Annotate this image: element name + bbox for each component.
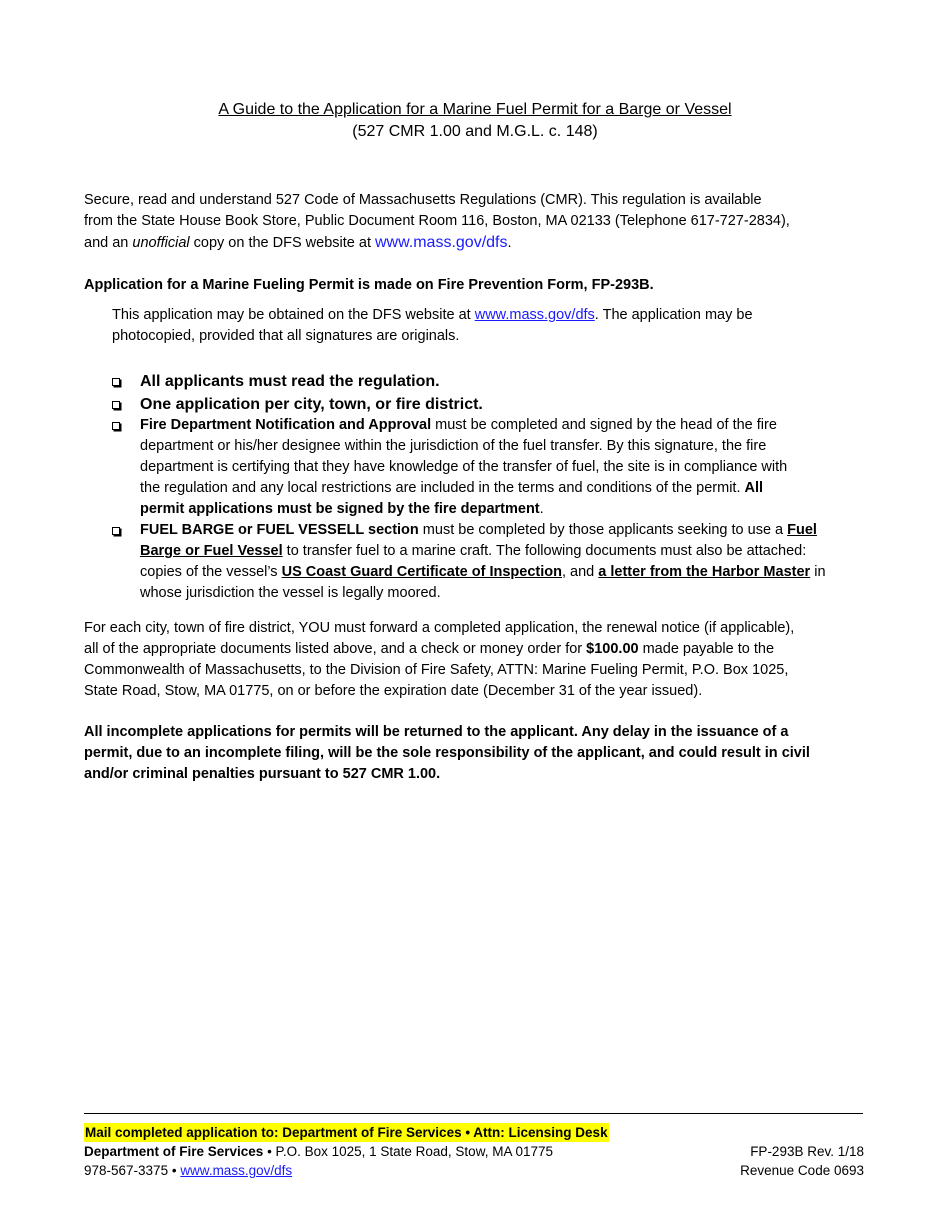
- bullet-line: department or his/her designee within the jurisdiction of the fuel transfer. By this signature, the fire: [140, 438, 767, 454]
- bullet-line-text: to transfer fuel to a marine craft. The following documents must also be attached:: [282, 543, 807, 559]
- submission-paragraph: [84, 618, 884, 702]
- intro-line: from the State House Book Store, Public Document Room 116, Boston, MA 02133 (Telephone 617-727-2834),: [84, 213, 790, 229]
- address-text: • P.O. Box 1025, 1 State Road, Stow, MA 01775: [263, 1144, 553, 1159]
- bullet-line: whose jurisdiction the vessel is legally moored.: [140, 585, 441, 601]
- bullet-text: [140, 415, 880, 520]
- submission-text: all of the appropriate documents listed above, and a check or money order for: [84, 641, 587, 657]
- bullet-line: [140, 562, 880, 583]
- revenue-code: Revenue Code 0693: [740, 1163, 864, 1178]
- obtain-paragraph: [112, 305, 872, 347]
- checkbox-bullet-icon: [112, 378, 120, 386]
- bullet-emphasis: US Coast Guard Certificate of Inspection: [281, 564, 562, 580]
- bullet-line: [140, 415, 880, 436]
- checkbox-bullet-icon: [112, 422, 120, 430]
- bullet-line: [140, 520, 880, 541]
- department-name: Department of Fire Services: [84, 1144, 264, 1159]
- bullet-line-text: the regulation and any local restrictions are included in the terms and conditions of the permit.: [140, 480, 745, 496]
- bullet-line: [140, 541, 880, 562]
- checkbox-bullet-icon: [112, 527, 120, 535]
- submission-line: For each city, town of fire district, YOU must forward a completed application, the renewal notice (if applicable),: [84, 620, 795, 636]
- bullet-emphasis: Barge or Fuel Vessel: [140, 543, 283, 559]
- dfs-website-link[interactable]: www.mass.gov/dfs: [375, 234, 508, 251]
- submission-line: [84, 639, 884, 660]
- bullet-line: [140, 478, 880, 499]
- mailing-instruction: Mail completed application to: Department of Fire Services • Attn: Licensing Desk: [85, 1125, 608, 1140]
- bullet-line-text: must be completed by those applicants seeking to use a: [418, 522, 788, 538]
- bullet-text: [140, 520, 880, 604]
- bullet-line-text: copies of the vessel’s: [140, 564, 282, 580]
- bullet-line-text: , and: [561, 564, 599, 580]
- incomplete-warning: [84, 722, 884, 785]
- bullet-line-text: must be completed and signed by the head of the fire: [431, 417, 777, 433]
- submission-line: State Road, Stow, MA 01775, on or before the expiration date (December 31 of the year issued).: [84, 683, 703, 699]
- bullet-text: All applicants must read the regulation.: [140, 373, 440, 390]
- obtain-line: [112, 305, 872, 326]
- intro-text: copy on the DFS website at: [189, 235, 375, 251]
- bullet-lead: Fire Department Notification and Approval: [140, 417, 432, 433]
- bullet-emphasis: a letter from the Harbor Master: [598, 564, 811, 580]
- obtain-text: . The application may be: [594, 307, 753, 323]
- bullet-line-text: .: [539, 501, 544, 517]
- bullet-lead: FUEL BARGE or FUEL VESSELL section: [140, 522, 419, 538]
- form-number: FP-293B Rev. 1/18: [750, 1144, 864, 1159]
- warning-line: and/or criminal penalties pursuant to 527 CMR 1.00.: [84, 766, 441, 782]
- phone-number: 978-567-3375 •: [84, 1163, 181, 1178]
- bullet-emphasis: permit applications must be signed by the fire department: [140, 501, 540, 517]
- obtain-line: photocopied, provided that all signatures are originals.: [112, 328, 460, 344]
- intro-emphasis: unofficial: [132, 235, 190, 251]
- checkbox-bullet-icon: [112, 401, 120, 409]
- intro-text: .: [507, 235, 512, 251]
- bullet-line-text: in: [810, 564, 826, 580]
- warning-line: permit, due to an incomplete filing, will be the sole responsibility of the applicant, and could result in civil: [84, 745, 810, 761]
- bullet-line: department is certifying that they have knowledge of the transfer of fuel, the site is in compliance with: [140, 459, 788, 475]
- intro-text: and an: [84, 235, 133, 251]
- bullet-line: [140, 499, 880, 520]
- bullet-emphasis: All: [744, 480, 764, 496]
- submission-line: Commonwealth of Massachusetts, to the Division of Fire Safety, ATTN: Marine Fueling Permit, P.O. Box 1025,: [84, 662, 789, 678]
- warning-line: All incomplete applications for permits will be returned to the applicant. Any delay in the issuance of a: [84, 724, 789, 740]
- submission-text: made payable to the: [638, 641, 775, 657]
- document-subtitle: (527 CMR 1.00 and M.G.L. c. 148): [352, 123, 598, 140]
- application-heading: Application for a Marine Fueling Permit is made on Fire Prevention Form, FP-293B.: [84, 277, 654, 293]
- footer-website-link[interactable]: www.mass.gov/dfs: [180, 1163, 293, 1178]
- intro-paragraph: [84, 190, 884, 254]
- contact-line: [84, 1161, 292, 1180]
- bullet-emphasis: Fuel: [787, 522, 817, 538]
- footer-divider: [84, 1113, 863, 1114]
- bullet-text: One application per city, town, or fire district.: [140, 396, 483, 413]
- intro-line: [84, 232, 884, 254]
- document-title: A Guide to the Application for a Marine Fuel Permit for a Barge or Vessel: [218, 101, 732, 118]
- obtain-text: This application may be obtained on the DFS website at: [112, 307, 475, 323]
- fee-amount: $100.00: [586, 641, 639, 657]
- department-address: [84, 1142, 553, 1161]
- dfs-website-link[interactable]: www.mass.gov/dfs: [474, 307, 595, 323]
- intro-line: Secure, read and understand 527 Code of Massachusetts Regulations (CMR). This regulation is available: [84, 192, 762, 208]
